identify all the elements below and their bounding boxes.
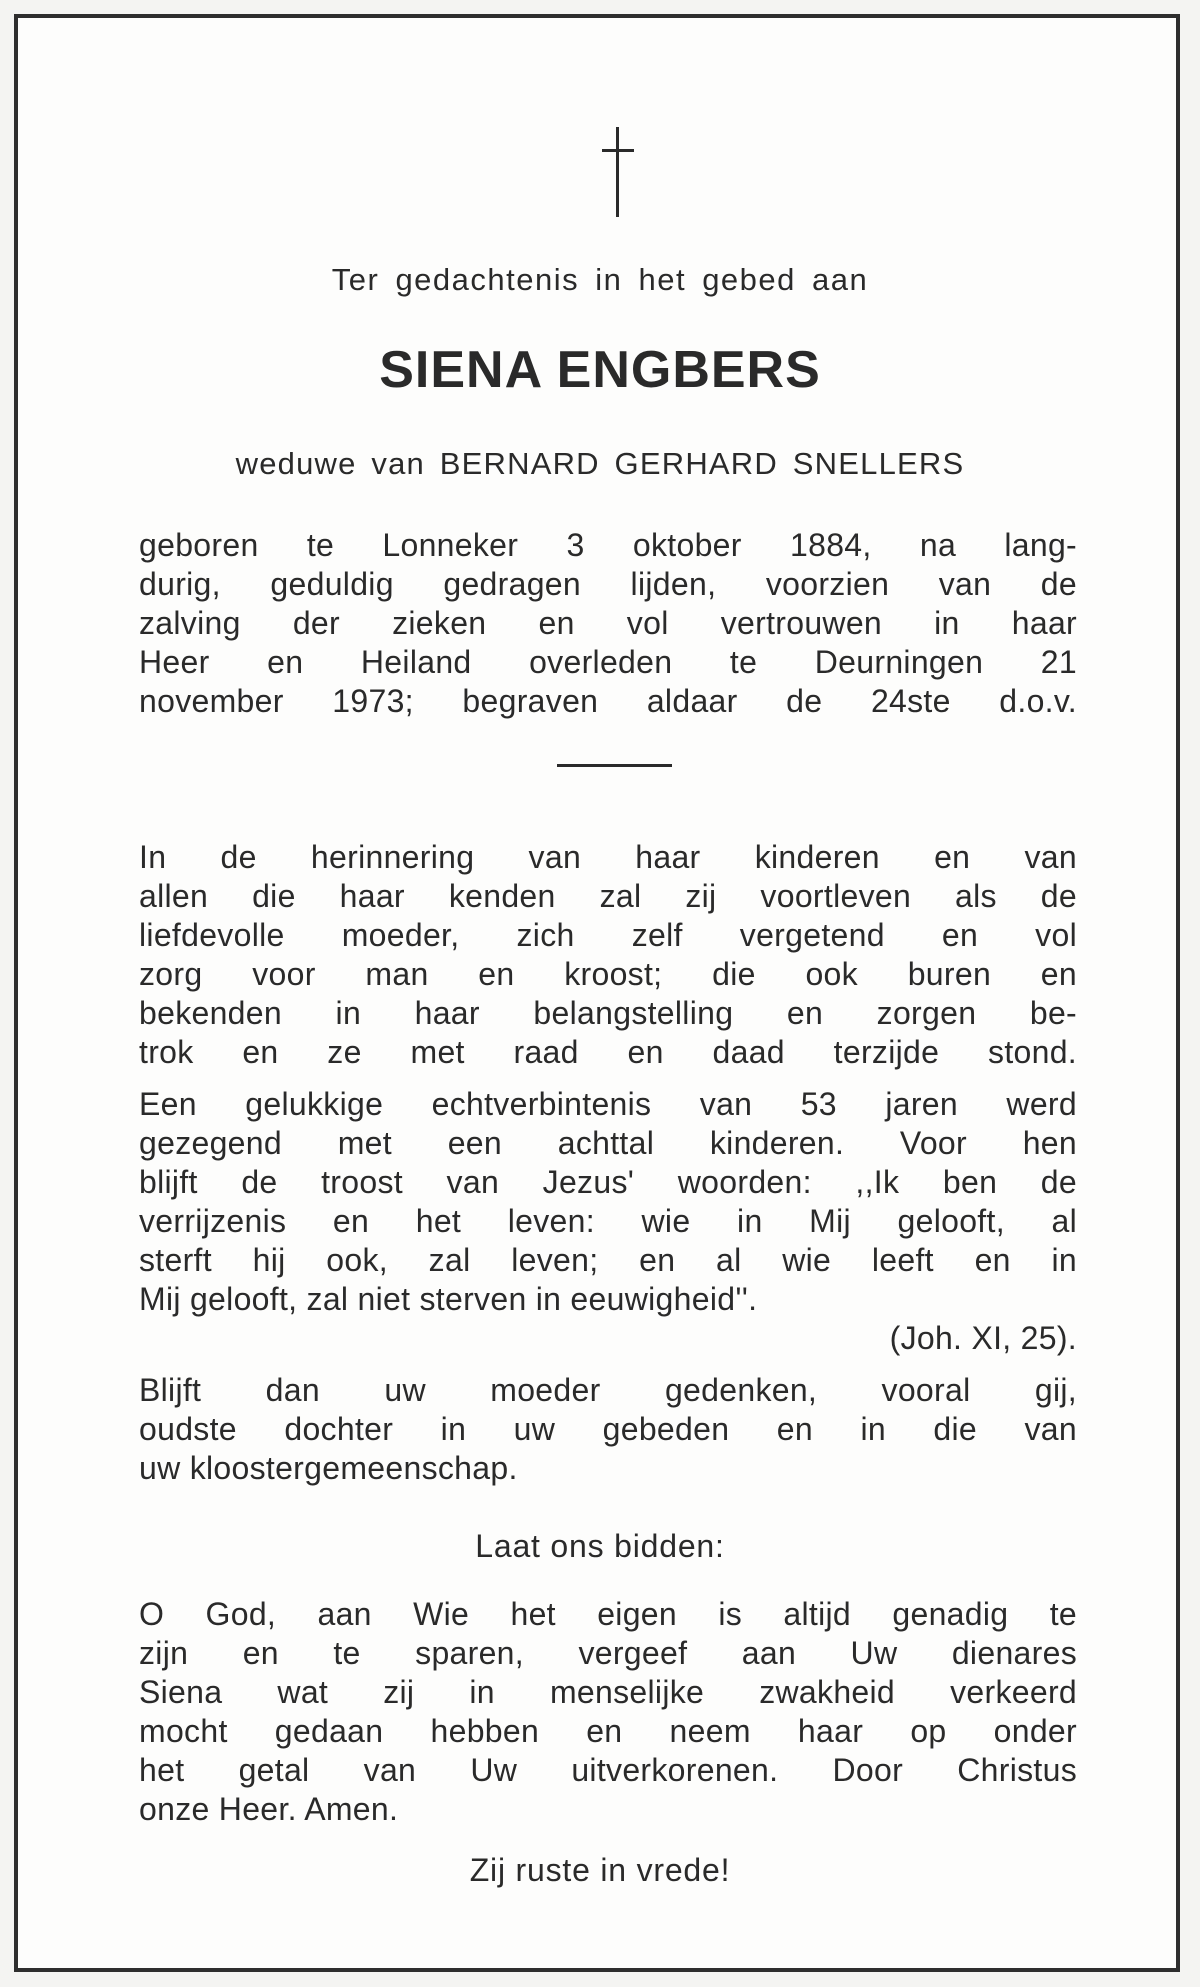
text-line: O God, aan Wie het eigen is altijd genadig te	[139, 1596, 1077, 1632]
text-line: gezegend met een achttal kinderen. Voor hen	[139, 1125, 1077, 1161]
cross-icon	[608, 127, 628, 217]
text-line: het getal van Uw uitverkorenen. Door Christus	[139, 1752, 1077, 1788]
text-line: november 1973; begraven aldaar de 24ste d.o.v.	[139, 683, 1077, 719]
text-line: mocht gedaan hebben en neem haar op onder	[139, 1713, 1077, 1749]
text-line: liefdevolle moeder, zich zelf vergetend en vol	[139, 917, 1077, 953]
deceased-name: SIENA ENGBERS	[379, 341, 821, 399]
closing-text: Zij ruste in vrede!	[469, 1852, 731, 1888]
widow-of-text: weduwe van BERNARD GERHARD SNELLERS	[235, 446, 965, 481]
text-line: Mij gelooft, zal niet sterven in eeuwigheid''.	[139, 1281, 758, 1317]
divider	[557, 764, 672, 767]
text-line: blijft de troost van Jezus' woorden: ,,Ik ben de	[139, 1164, 1077, 1200]
header-text: Ter gedachtenis in het gebed aan	[331, 262, 869, 297]
text-line: onze Heer. Amen.	[139, 1791, 399, 1827]
text-line: geboren te Lonneker 3 oktober 1884, na lang-	[139, 527, 1077, 563]
text-line: Heer en Heiland overleden te Deurningen 21	[139, 644, 1077, 680]
text-line: zalving der zieken en vol vertrouwen in haar	[139, 605, 1077, 641]
prayer-heading: Laat ons bidden:	[475, 1528, 725, 1564]
text-line: allen die haar kenden zal zij voortleven als de	[139, 878, 1077, 914]
marriage-paragraph	[139, 1085, 1077, 1358]
biography-paragraph	[139, 526, 1077, 721]
text-line: zorg voor man en kroost; die ook buren en	[139, 956, 1077, 992]
text-line: sterft hij ook, zal leven; en al wie leeft en in	[139, 1242, 1077, 1278]
text-line: uw kloostergemeenschap.	[139, 1450, 518, 1486]
text-line: oudste dochter in uw gebeden en in die van	[139, 1411, 1077, 1447]
request-paragraph	[139, 1371, 1077, 1488]
text-line: Blijft dan uw moeder gedenken, vooral gij,	[139, 1372, 1077, 1408]
remembrance-paragraph	[139, 838, 1077, 1072]
text-line: zijn en te sparen, vergeef aan Uw dienares	[139, 1635, 1077, 1671]
text-line: In de herinnering van haar kinderen en van	[139, 839, 1077, 875]
text-line: verrijzenis en het leven: wie in Mij gelooft, al	[139, 1203, 1077, 1239]
bible-citation: (Joh. XI, 25).	[889, 1320, 1077, 1356]
text-line: Siena wat zij in menselijke zwakheid verkeerd	[139, 1674, 1077, 1710]
text-line: durig, geduldig gedragen lijden, voorzien van de	[139, 566, 1077, 602]
prayer-paragraph	[139, 1595, 1077, 1829]
text-line: bekenden in haar belangstelling en zorgen be-	[139, 995, 1077, 1031]
text-line: trok en ze met raad en daad terzijde stond.	[139, 1034, 1077, 1070]
text-line: Een gelukkige echtverbintenis van 53 jaren werd	[139, 1086, 1077, 1122]
